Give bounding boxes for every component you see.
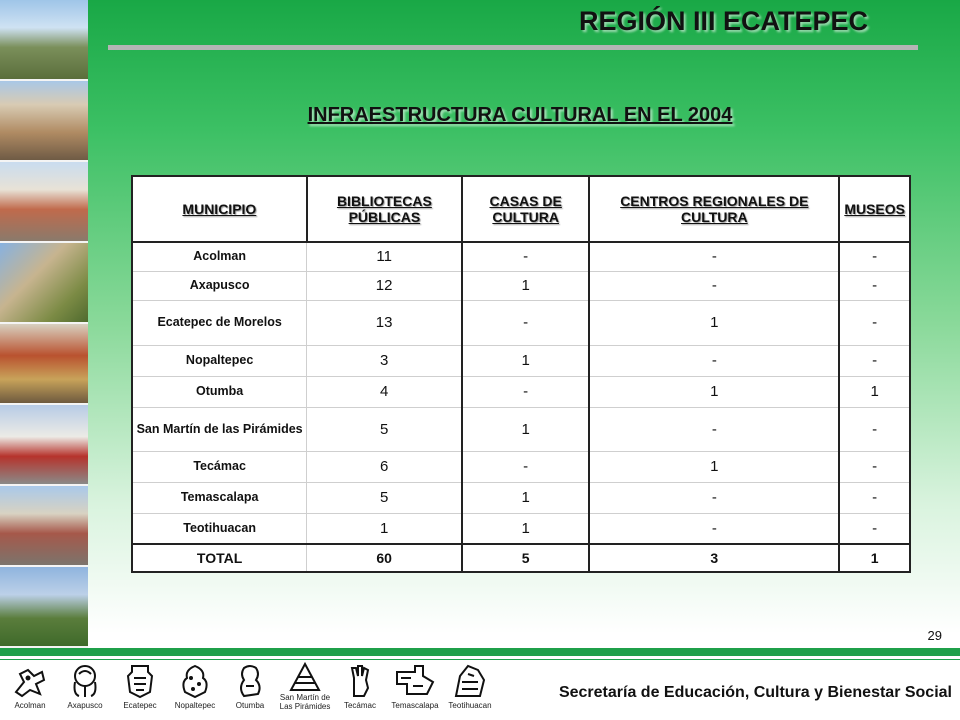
cell-centros: 1 bbox=[589, 451, 839, 482]
photo-axapusco bbox=[0, 81, 88, 162]
cell-casas: - bbox=[462, 451, 589, 482]
cell-casas: 1 bbox=[462, 482, 589, 513]
cell-municipio: Axapusco bbox=[132, 271, 307, 300]
footer-divider bbox=[0, 659, 960, 660]
acolman-glyph-icon bbox=[10, 662, 50, 700]
cell-municipio: Ecatepec de Morelos bbox=[132, 300, 307, 345]
table-row bbox=[132, 345, 910, 376]
cell-centros: - bbox=[589, 513, 839, 544]
acolman-label: Acolman bbox=[14, 701, 46, 710]
cell-bibliotecas: 3 bbox=[307, 345, 462, 376]
cell-centros: - bbox=[589, 271, 839, 300]
col-header-centros: CENTROS REGIONALES DE CULTURA bbox=[589, 176, 839, 242]
cell-municipio: Otumba bbox=[132, 376, 307, 407]
tecamac-glyph bbox=[334, 662, 386, 720]
cell-bibliotecas: 6 bbox=[307, 451, 462, 482]
axapusco-label: Axapusco bbox=[67, 701, 103, 710]
cell-museos: - bbox=[839, 407, 910, 451]
tecamac-label: Tecámac bbox=[343, 701, 376, 710]
cell-casas: - bbox=[462, 242, 589, 271]
table-row bbox=[132, 300, 910, 345]
organization-name: Secretaría de Educación, Cultura y Bienestar Social bbox=[558, 684, 952, 701]
tecamac-glyph-icon bbox=[340, 662, 380, 700]
cell-museos: 1 bbox=[839, 376, 910, 407]
cell-bibliotecas: 1 bbox=[307, 513, 462, 544]
cell-museos: - bbox=[839, 482, 910, 513]
cultural-infrastructure-table bbox=[131, 175, 911, 573]
cell-total-bibliotecas: 60 bbox=[307, 544, 462, 572]
piramides-label: San Martín de Las Pirámides bbox=[279, 693, 331, 711]
cell-museos: - bbox=[839, 451, 910, 482]
cell-casas: 1 bbox=[462, 271, 589, 300]
table-header-row bbox=[132, 176, 910, 242]
nopaltepec-label: Nopaltepec bbox=[174, 701, 216, 710]
page-number: 29 bbox=[927, 628, 942, 643]
cell-museos: - bbox=[839, 300, 910, 345]
photo-aqueduct bbox=[0, 243, 88, 324]
ecatepec-glyph-icon bbox=[120, 662, 160, 700]
photo-otumba bbox=[0, 324, 88, 405]
acolman-glyph bbox=[4, 662, 56, 720]
header-divider bbox=[108, 45, 918, 50]
temascalapa-glyph bbox=[389, 662, 441, 720]
cell-casas: 1 bbox=[462, 345, 589, 376]
cell-museos: - bbox=[839, 513, 910, 544]
piramides-glyph-icon bbox=[285, 662, 325, 692]
otumba-glyph-icon bbox=[230, 662, 270, 700]
cell-bibliotecas: 13 bbox=[307, 300, 462, 345]
piramides-glyph bbox=[279, 662, 331, 720]
cell-municipio: Nopaltepec bbox=[132, 345, 307, 376]
col-header-casas: CASAS DE CULTURA bbox=[462, 176, 589, 242]
cell-total-label: TOTAL bbox=[132, 544, 307, 572]
photo-tecamac bbox=[0, 405, 88, 486]
otumba-glyph bbox=[224, 662, 276, 720]
table-row bbox=[132, 407, 910, 451]
municipality-photo-strip bbox=[0, 0, 88, 648]
footer-bar bbox=[0, 648, 960, 656]
teotihuacan-label: Teotihuacan bbox=[448, 701, 492, 710]
cell-centros: - bbox=[589, 242, 839, 271]
axapusco-glyph-icon bbox=[65, 662, 105, 700]
cell-municipio: San Martín de las Pirámides bbox=[132, 407, 307, 451]
photo-acolman bbox=[0, 0, 88, 81]
cell-municipio: Teotihuacan bbox=[132, 513, 307, 544]
cell-museos: - bbox=[839, 271, 910, 300]
temascalapa-glyph-icon bbox=[393, 662, 437, 700]
nopaltepec-glyph bbox=[169, 662, 221, 720]
teotihuacan-glyph bbox=[444, 662, 496, 720]
ecatepec-label: Ecatepec bbox=[123, 701, 157, 710]
cell-municipio: Tecámac bbox=[132, 451, 307, 482]
temascalapa-label: Temascalapa bbox=[391, 701, 439, 710]
page-title: INFRAESTRUCTURA CULTURAL EN EL 2004 bbox=[307, 104, 733, 126]
table-row bbox=[132, 271, 910, 300]
table-row bbox=[132, 376, 910, 407]
col-header-museos: MUSEOS bbox=[839, 176, 910, 242]
photo-teotihuacan bbox=[0, 567, 88, 648]
cell-bibliotecas: 12 bbox=[307, 271, 462, 300]
cell-bibliotecas: 5 bbox=[307, 407, 462, 451]
cell-municipio: Temascalapa bbox=[132, 482, 307, 513]
nopaltepec-glyph-icon bbox=[175, 662, 215, 700]
municipality-glyph-row bbox=[0, 662, 500, 720]
cell-centros: 1 bbox=[589, 376, 839, 407]
table-row bbox=[132, 242, 910, 271]
cell-total-museos: 1 bbox=[839, 544, 910, 572]
cell-casas: 1 bbox=[462, 513, 589, 544]
table-row bbox=[132, 482, 910, 513]
teotihuacan-glyph-icon bbox=[448, 662, 492, 700]
axapusco-glyph bbox=[59, 662, 111, 720]
cell-centros: - bbox=[589, 407, 839, 451]
region-title: REGIÓN III ECATEPEC bbox=[578, 6, 868, 36]
table-row bbox=[132, 513, 910, 544]
cell-casas: - bbox=[462, 300, 589, 345]
otumba-label: Otumba bbox=[235, 701, 265, 710]
cell-centros: - bbox=[589, 345, 839, 376]
cell-total-centros: 3 bbox=[589, 544, 839, 572]
ecatepec-glyph bbox=[114, 662, 166, 720]
cell-centros: - bbox=[589, 482, 839, 513]
cell-bibliotecas: 5 bbox=[307, 482, 462, 513]
col-header-bibliotecas: BIBLIOTECAS PÚBLICAS bbox=[307, 176, 462, 242]
cell-total-casas: 5 bbox=[462, 544, 589, 572]
cell-casas: 1 bbox=[462, 407, 589, 451]
photo-temascalapa bbox=[0, 486, 88, 567]
col-header-municipio: MUNICIPIO bbox=[132, 176, 307, 242]
total-row bbox=[132, 544, 910, 572]
cell-municipio: Acolman bbox=[132, 242, 307, 271]
photo-ecatepec bbox=[0, 162, 88, 243]
table-row bbox=[132, 451, 910, 482]
cell-casas: - bbox=[462, 376, 589, 407]
cell-museos: - bbox=[839, 345, 910, 376]
cell-bibliotecas: 11 bbox=[307, 242, 462, 271]
cell-centros: 1 bbox=[589, 300, 839, 345]
cell-bibliotecas: 4 bbox=[307, 376, 462, 407]
cell-museos: - bbox=[839, 242, 910, 271]
